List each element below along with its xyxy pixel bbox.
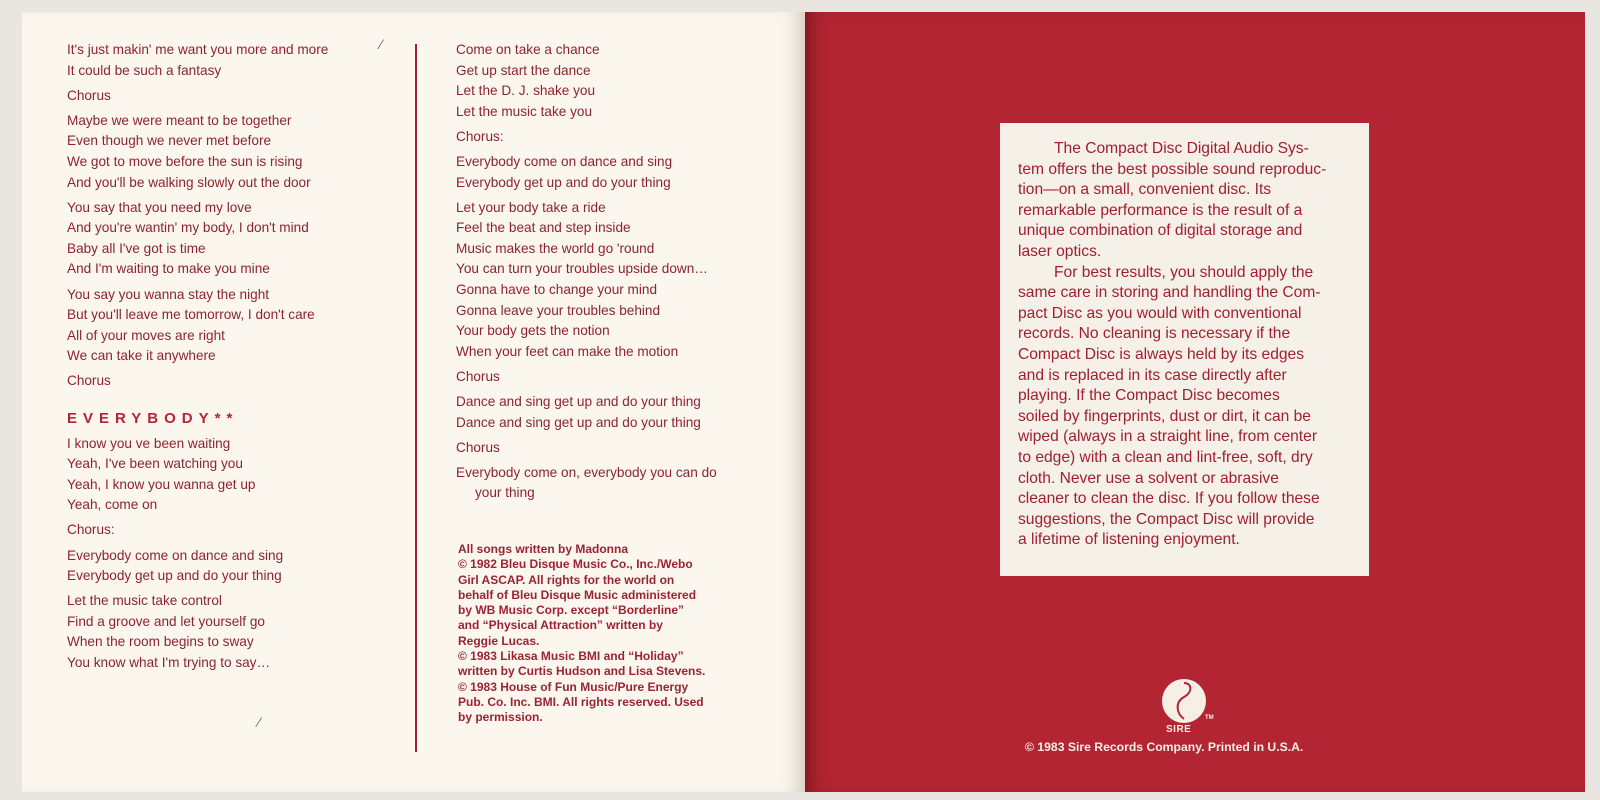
lyrics-column-left	[67, 40, 387, 678]
lyric-stanza	[456, 367, 766, 388]
lyric-stanza	[67, 520, 387, 541]
info-line: playing. If the Compact Disc becomes	[1018, 387, 1280, 405]
lyric-stanza	[67, 285, 387, 367]
lyric-line: Let the D. J. shake you	[456, 83, 596, 99]
lyric-line: Your body gets the notion	[456, 323, 610, 339]
lyric-stanza	[67, 111, 387, 193]
lyrics-column-right	[456, 40, 766, 508]
lyric-line: But you'll leave me tomorrow, I don't care	[67, 307, 315, 323]
lyric-line: Yeah, I know you wanna get up	[67, 476, 256, 492]
info-line: Compact Disc is always held by its edges	[1018, 345, 1305, 363]
lyric-stanza	[456, 463, 766, 504]
lyric-line: You know what I'm trying to say…	[67, 655, 271, 671]
lyric-line: You say you wanna stay the night	[67, 286, 270, 302]
pen-mark-icon: ⁄	[258, 714, 261, 730]
lyric-line: We got to move before the sun is rising	[67, 153, 303, 169]
lyric-stanza	[456, 438, 766, 459]
credit-line: and “Physical Attraction” written by	[458, 618, 663, 633]
credit-line: Girl ASCAP. All rights for the world on	[458, 572, 675, 587]
lyric-line: Yeah, come on	[67, 497, 158, 513]
lyric-stanza	[456, 40, 766, 122]
lyric-line: Baby all I've got is time	[67, 240, 206, 256]
lyric-line: Yeah, I've been watching you	[67, 456, 243, 472]
lyric-line: Gonna leave your troubles behind	[456, 302, 661, 318]
lyric-line: And I'm waiting to make you mine	[67, 261, 270, 277]
lyric-line: All of your moves are right	[67, 327, 225, 343]
lyric-line: Dance and sing get up and do your thing	[456, 394, 701, 409]
info-line: records. No cleaning is necessary if the	[1018, 325, 1291, 343]
info-line: For best results, you should apply the	[1054, 263, 1314, 281]
lyric-stanza	[67, 434, 387, 516]
copyright-line: © 1983 Sire Records Company. Printed in U.S.A.	[1025, 740, 1304, 754]
lyric-stanza	[67, 591, 387, 673]
sire-logo-label: SIRE	[1166, 724, 1192, 735]
sire-logo-icon	[1162, 679, 1206, 723]
column-divider	[415, 44, 417, 752]
lyric-stanza	[456, 198, 766, 363]
credit-line: © 1982 Bleu Disque Music Co., Inc./Webo	[458, 557, 693, 572]
lyric-stanza	[456, 127, 766, 148]
info-line: tem offers the best possible sound reproduc-	[1018, 160, 1327, 178]
lyric-line: Find a groove and let yourself go	[67, 613, 265, 629]
lyric-line: Get up start the dance	[456, 62, 591, 78]
lyric-line: Everybody get up and do your thing	[67, 568, 282, 584]
song-credits	[458, 542, 723, 726]
lyric-line: Chorus:	[67, 522, 115, 538]
lyric-line: Let your body take a ride	[456, 199, 606, 215]
credit-line: All songs written by Madonna	[458, 542, 629, 556]
lyric-line: Music makes the world go 'round	[456, 240, 655, 256]
info-line: cleaner to clean the disc. If you follow these	[1018, 490, 1320, 508]
credit-line: written by Curtis Hudson and Lisa Stevens.	[458, 664, 706, 679]
lyric-stanza	[67, 40, 387, 81]
info-line: cloth. Never use a solvent or abrasive	[1018, 469, 1279, 487]
lyric-line: I know you ve been waiting	[67, 435, 231, 451]
lyric-line: Everybody come on, everybody you can do	[456, 464, 717, 480]
info-line: The Compact Disc Digital Audio Sys-	[1054, 140, 1309, 157]
lyric-line: You can turn your troubles upside down…	[456, 261, 708, 277]
lyric-line: Chorus	[456, 439, 500, 455]
credit-line: by permission.	[458, 710, 543, 725]
lyric-stanza	[67, 546, 387, 587]
credit-line: © 1983 House of Fun Music/Pure Energy	[458, 679, 689, 694]
info-line: to edge) with a clean and lint-free, soft, dry	[1018, 448, 1313, 466]
lyric-line: Gonna have to change your mind	[456, 282, 658, 298]
compact-disc-info-text	[1018, 139, 1353, 551]
credit-line: by WB Music Corp. except “Borderline”	[458, 603, 685, 618]
credit-line: behalf of Bleu Disque Music administered	[458, 587, 697, 602]
info-line: and is replaced in its case directly after	[1018, 366, 1287, 384]
trademark-mark: TM	[1205, 715, 1214, 721]
lyric-line: Everybody get up and do your thing	[456, 174, 671, 190]
lyric-line: And you're wantin' my body, I don't mind	[67, 220, 309, 236]
lyric-line: Let the music take control	[67, 593, 222, 609]
credit-line: Reggie Lucas.	[458, 633, 540, 648]
info-line: suggestions, the Compact Disc will provide	[1018, 510, 1315, 528]
info-line: pact Disc as you would with conventional	[1018, 304, 1302, 322]
lyric-line: When your feet can make the motion	[456, 343, 679, 359]
lyric-line: Even though we never met before	[67, 133, 272, 149]
lyric-line: It could be such a fantasy	[67, 62, 222, 78]
lyric-line: Everybody come on dance and sing	[456, 153, 673, 169]
info-line: soiled by fingerprints, dust or dirt, it can be	[1018, 407, 1311, 425]
lyric-line: Everybody come on dance and sing	[67, 547, 284, 563]
lyric-line: Let the music take you	[456, 103, 593, 119]
lyric-stanza	[456, 392, 766, 433]
lyric-stanza	[67, 371, 387, 392]
credit-line: © 1983 Likasa Music BMI and “Holiday”	[458, 649, 684, 664]
lyric-line: We can take it anywhere	[67, 348, 216, 364]
lyric-line: Feel the beat and step inside	[456, 220, 631, 236]
lyric-line: Come on take a chance	[456, 42, 600, 57]
lyric-line: When the room begins to sway	[67, 634, 254, 650]
info-line: remarkable performance is the result of a	[1018, 201, 1303, 219]
info-line: tion—on a small, convenient disc. Its	[1018, 181, 1272, 199]
song-title: EVERYBODY**	[67, 410, 239, 427]
info-line: unique combination of digital storage and	[1018, 222, 1303, 240]
pen-mark-icon: ⁄	[380, 36, 383, 52]
info-line: laser optics.	[1018, 242, 1102, 260]
lyric-line: Chorus	[67, 373, 111, 389]
lyric-line: your thing	[475, 485, 535, 501]
lyric-line: Chorus	[456, 368, 500, 384]
lyric-line: And you'll be walking slowly out the door	[67, 174, 311, 190]
credit-line: Pub. Co. Inc. BMI. All rights reserved. Used	[458, 694, 704, 709]
lyric-stanza	[67, 198, 387, 280]
lyric-line: It's just makin' me want you more and more	[67, 42, 329, 57]
lyric-line: Dance and sing get up and do your thing	[456, 414, 701, 430]
info-line: a lifetime of listening enjoyment.	[1018, 531, 1240, 549]
info-line: same care in storing and handling the Com-	[1018, 284, 1321, 302]
lyric-line: You say that you need my love	[67, 199, 252, 215]
lyric-line: Maybe we were meant to be together	[67, 112, 292, 128]
info-line: wiped (always in a straight line, from center	[1018, 428, 1318, 446]
lyric-line: Chorus:	[456, 128, 504, 144]
lyric-stanza	[456, 152, 766, 193]
lyric-stanza	[67, 86, 387, 107]
lyric-line: Chorus	[67, 87, 111, 103]
